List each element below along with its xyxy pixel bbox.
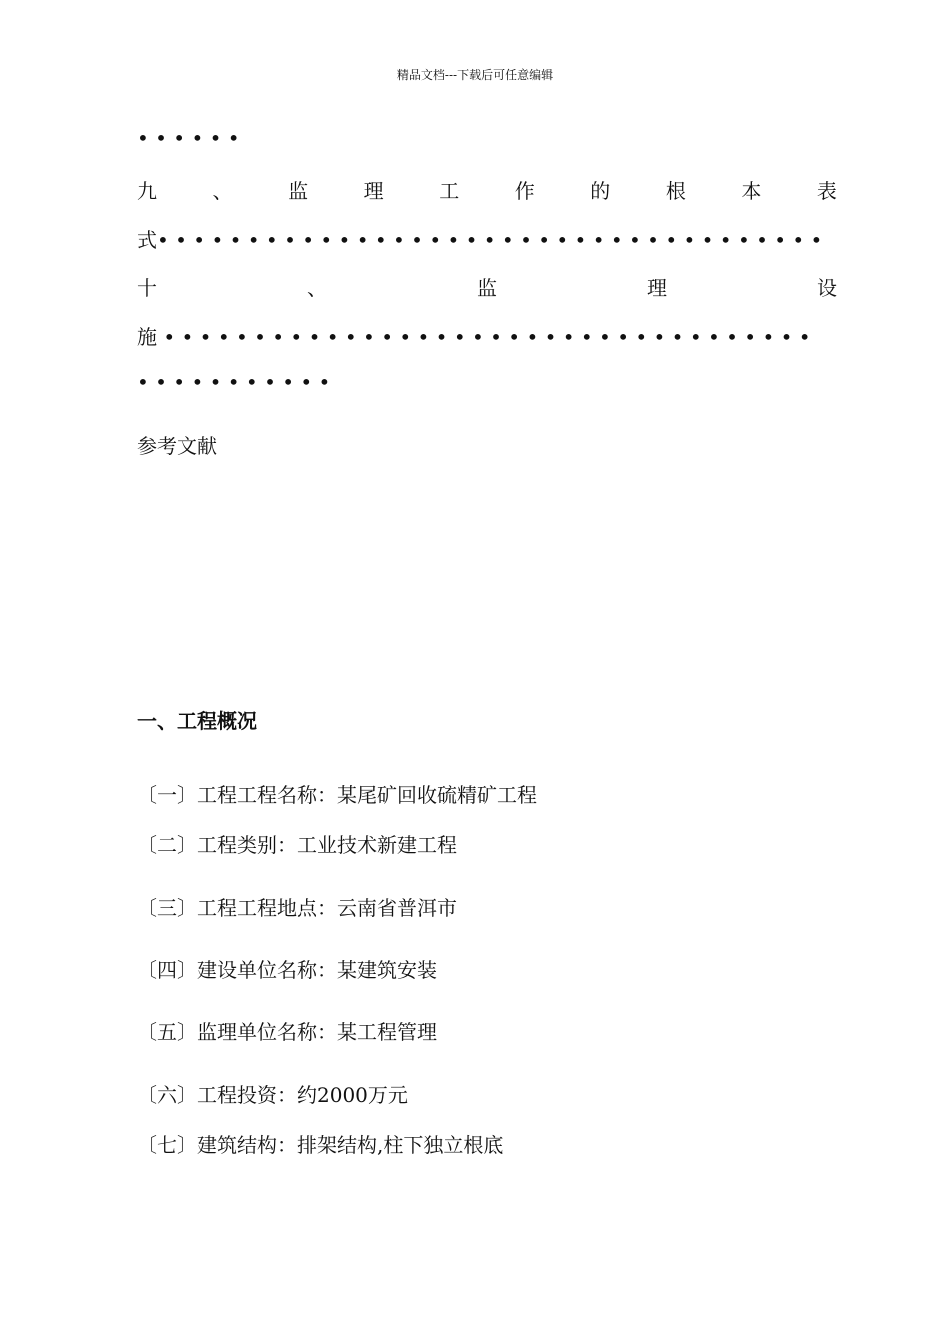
toc-item-9: 九 、 监 理 工 作 的 根 本 表	[137, 179, 837, 203]
toc-item-9-leader: 式• • • • • • • • • • • • • • • • • • • • • • • • • • • • • • • • • • • • •	[137, 228, 823, 252]
list-item: 〔五〕监理单位名称：某工程管理	[137, 1020, 437, 1044]
list-item: 〔四〕建设单位名称：某建筑安装	[137, 958, 437, 982]
list-item: 〔三〕工程工程地点：云南省普洱市	[137, 896, 457, 920]
list-item: 〔二〕工程类别：工业技术新建工程	[137, 833, 457, 857]
toc-references: 参考文献	[137, 434, 217, 458]
toc-dots: • • • • • •	[137, 126, 240, 150]
page-header: 精品文档---下载后可任意编辑	[396, 68, 554, 82]
list-item: 〔七〕建筑结构：排架结构,柱下独立根底	[137, 1133, 504, 1157]
section-title: 一、工程概况	[137, 709, 257, 733]
list-item: 〔一〕工程工程名称：某尾矿回收硫精矿工程	[137, 783, 537, 807]
toc-dots: • • • • • • • • • • •	[137, 370, 331, 394]
list-item: 〔六〕工程投资：约2000万元	[137, 1083, 408, 1107]
toc-item-10-leader: 施 • • • • • • • • • • • • • • • • • • • • • • • • • • • • • • • • • • • •	[137, 325, 811, 349]
toc-item-10: 十 、 监 理 设	[137, 276, 837, 300]
